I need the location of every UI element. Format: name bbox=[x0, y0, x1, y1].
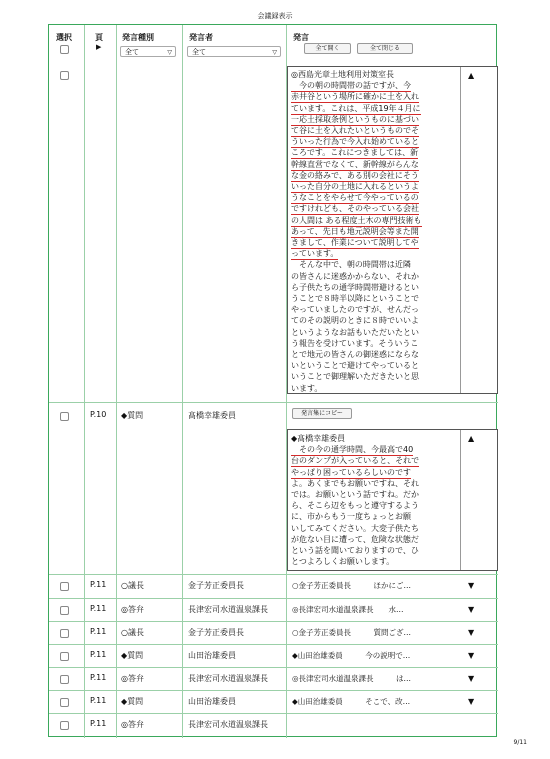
row-checkbox[interactable] bbox=[60, 606, 69, 615]
speech-type-cell: ○議長 bbox=[121, 581, 144, 590]
row-checkbox[interactable] bbox=[60, 412, 69, 421]
page-cell: P.11 bbox=[90, 650, 107, 659]
speech-line: という話を聞いておりますので、ひ bbox=[291, 546, 419, 555]
expand-row-icon[interactable]: ▼ bbox=[468, 674, 475, 683]
speech-line: ◎西島光章土地利用対策室長 bbox=[291, 70, 394, 79]
speaker-filter-value: 全て bbox=[192, 48, 206, 56]
speaker-cell: 山田治雄委員 bbox=[188, 697, 236, 706]
chevron-down-icon: ▽ bbox=[167, 49, 172, 56]
speech-type-filter-select[interactable] bbox=[120, 46, 176, 57]
speech-line: 今の朝の時間帯の話ですが、今 bbox=[291, 81, 411, 91]
speech-line: その今の通学時間、今最高で40 bbox=[291, 445, 414, 455]
speech-text-box bbox=[287, 429, 498, 571]
speech-line: そんな中で、朝の時間帯は近隣 bbox=[291, 260, 411, 270]
row-checkbox[interactable] bbox=[60, 698, 69, 707]
speech-line: ら、そこら辺をもっと遵守するよう bbox=[291, 501, 419, 511]
copy-to-collection-button[interactable]: 発言集にコピー bbox=[292, 408, 352, 419]
page-cell: P.11 bbox=[90, 627, 107, 636]
speech-type-cell: ○議長 bbox=[121, 628, 144, 637]
speech-table bbox=[48, 24, 497, 737]
row-divider bbox=[49, 667, 498, 668]
column-divider bbox=[84, 25, 85, 738]
speech-line: ています。これは、平成19年４月に bbox=[291, 103, 421, 113]
row-checkbox[interactable] bbox=[60, 71, 69, 80]
speech-line: 赤井谷という場所に確かに土を入れ bbox=[291, 92, 419, 102]
page-cell: P.11 bbox=[90, 580, 107, 589]
row-divider bbox=[49, 402, 498, 403]
collapse-all-button[interactable]: 全て閉じる bbox=[357, 43, 413, 54]
row-checkbox[interactable] bbox=[60, 582, 69, 591]
speech-line: な金の絡みで、ある別の会社にそう bbox=[291, 170, 419, 180]
page-number: 9/11 bbox=[513, 739, 527, 746]
speech-line: いった自分の土地に入れるというよ bbox=[291, 182, 419, 191]
speaker-cell: 長津宏司水道温泉課長 bbox=[188, 674, 268, 683]
speech-type-column-header: 発言種別 bbox=[122, 33, 154, 42]
select-all-checkbox[interactable] bbox=[60, 45, 69, 54]
speech-type-cell: ◎答弁 bbox=[121, 605, 144, 614]
expand-row-icon[interactable]: ▼ bbox=[468, 605, 475, 614]
speech-line: 幹線直営でなくて、新幹線がらんな bbox=[291, 159, 419, 169]
column-divider bbox=[182, 25, 183, 738]
speech-line: とつよろしくお願いします。 bbox=[291, 557, 395, 567]
page-cell: P.11 bbox=[90, 673, 107, 682]
speech-line: て谷に土を入れたいというものでそ bbox=[291, 126, 419, 135]
page-cell: P.11 bbox=[90, 696, 107, 705]
speaker-filter-select[interactable] bbox=[187, 46, 281, 57]
speech-type-cell: ◎答弁 bbox=[121, 720, 144, 729]
speech-line: の皆さんに迷惑かからない、それか bbox=[291, 271, 419, 281]
speech-line: ら子供たちの通学時間帯避けるとい bbox=[291, 282, 419, 292]
column-divider bbox=[116, 25, 117, 738]
speech-preview: ◆山田治雄委員 今の説明で… bbox=[292, 651, 411, 660]
page-cell: P.11 bbox=[90, 719, 107, 728]
speech-line: の人間は ある程度土木の専門技術も bbox=[291, 215, 422, 225]
speaker-cell: 長津宏司水道温泉課長 bbox=[188, 605, 268, 614]
speech-line: 一応土採取条例というものに基づい bbox=[291, 114, 419, 124]
scrollbar-divider bbox=[460, 67, 461, 393]
speech-type-filter-value: 全て bbox=[125, 48, 139, 56]
select-column-header: 選択 bbox=[56, 33, 72, 42]
speech-line: うなことをやらせて今やっているの bbox=[291, 193, 419, 203]
scroll-up-icon[interactable]: ▲ bbox=[468, 71, 475, 80]
speech-line: やっぱり困っているらしいのです bbox=[291, 467, 411, 477]
speech-line: ころです。これにつきましては、新 bbox=[291, 148, 419, 158]
row-divider bbox=[49, 621, 498, 622]
scroll-up-icon[interactable]: ▲ bbox=[468, 434, 475, 443]
chevron-down-icon: ▽ bbox=[272, 49, 277, 56]
speech-type-cell: ◎答弁 bbox=[121, 674, 144, 683]
expand-row-icon[interactable]: ▼ bbox=[468, 628, 475, 637]
row-divider bbox=[49, 574, 498, 575]
speech-line: きまして、作業について説明してや bbox=[291, 238, 419, 247]
speech-preview: ◎長津宏司水道温泉課長 水… bbox=[292, 605, 404, 614]
speech-text-box bbox=[287, 66, 498, 394]
row-divider bbox=[49, 598, 498, 599]
page-cell: P.10 bbox=[90, 410, 107, 419]
speaker-cell: 金子芳正委員長 bbox=[188, 628, 244, 637]
row-checkbox[interactable] bbox=[60, 675, 69, 684]
speaker-cell: 金子芳正委員長 bbox=[188, 581, 244, 590]
speech-line: う報告を受けています。そういうこ bbox=[291, 338, 419, 348]
speech-line: いしてみてください。大変子供たち bbox=[291, 523, 419, 533]
speech-line: ◆髙橋幸雄委員 bbox=[291, 434, 346, 443]
speech-type-cell: ◆質問 bbox=[121, 697, 144, 706]
speech-preview: ◆山田治雄委員 そこで、改… bbox=[292, 697, 411, 706]
scrollbar-divider bbox=[460, 430, 461, 570]
speech-line: よ。あくまでもお願いですね、それ bbox=[291, 478, 419, 488]
row-checkbox[interactable] bbox=[60, 652, 69, 661]
speech-preview: ○金子芳正委員長 ほかにご… bbox=[292, 581, 412, 590]
speech-type-cell: ◆質問 bbox=[121, 651, 144, 660]
expand-all-button[interactable]: 全て開く bbox=[304, 43, 351, 54]
page-column-header: 頁 bbox=[95, 33, 103, 42]
speech-type-cell: ◆質問 bbox=[121, 411, 144, 420]
speech-line: ういった行為で今入れ始めていると bbox=[291, 137, 419, 147]
expand-row-icon[interactable]: ▼ bbox=[468, 697, 475, 706]
page-cell: P.11 bbox=[90, 604, 107, 613]
speech-line: に、市からもう一度ちょっとお願 bbox=[291, 512, 411, 522]
speech-preview: ○金子芳正委員長 質問ござ… bbox=[292, 628, 412, 637]
speaker-cell: 山田治雄委員 bbox=[188, 651, 236, 660]
speech-line: うことで８時半以降にということで bbox=[291, 294, 419, 303]
speech-line: 台のダンプが入っていると、それで bbox=[291, 456, 420, 466]
speech-line: います。 bbox=[291, 383, 323, 393]
document-title: 会議録表示 bbox=[257, 12, 293, 20]
row-divider bbox=[49, 644, 498, 645]
speech-line: てのその説明のときに８時でいいよ bbox=[291, 316, 419, 326]
speaker-cell: 長津宏司水道温泉課長 bbox=[188, 720, 268, 729]
speech-line: では。お願いという話ですね。だか bbox=[291, 490, 419, 499]
remark-column-header: 発言 bbox=[293, 33, 309, 42]
speech-line: っています。 bbox=[291, 249, 339, 259]
expand-row-icon[interactable]: ▼ bbox=[468, 581, 475, 590]
speech-line: あって、先日も地元説明会等また開 bbox=[291, 226, 419, 236]
speech-line: やっていましたのですが、せんだっ bbox=[291, 305, 419, 315]
page-sort-arrow-icon[interactable]: ▶ bbox=[96, 43, 102, 51]
speaker-cell: 髙橋幸雄委員 bbox=[188, 411, 236, 420]
speaker-column-header: 発言者 bbox=[189, 33, 213, 42]
speech-line: ですけれども、そのやっている会社 bbox=[291, 204, 419, 214]
row-divider bbox=[49, 690, 498, 691]
speech-line: いということで避けてやっていると bbox=[291, 361, 419, 371]
speech-preview: ◎長津宏司水道温泉課長 は… bbox=[292, 674, 412, 683]
row-checkbox[interactable] bbox=[60, 721, 69, 730]
speech-line: が危ない目に遭って、危険な状態だ bbox=[291, 534, 419, 544]
speech-line: とで地元の皆さんの御迷惑にならな bbox=[291, 350, 419, 359]
expand-row-icon[interactable]: ▼ bbox=[468, 651, 475, 660]
row-checkbox[interactable] bbox=[60, 629, 69, 638]
speech-line: いうことで御理解いただきたいと思 bbox=[291, 372, 419, 382]
row-divider bbox=[49, 713, 498, 714]
speech-line: というようなお話もいただいたとい bbox=[291, 327, 419, 337]
